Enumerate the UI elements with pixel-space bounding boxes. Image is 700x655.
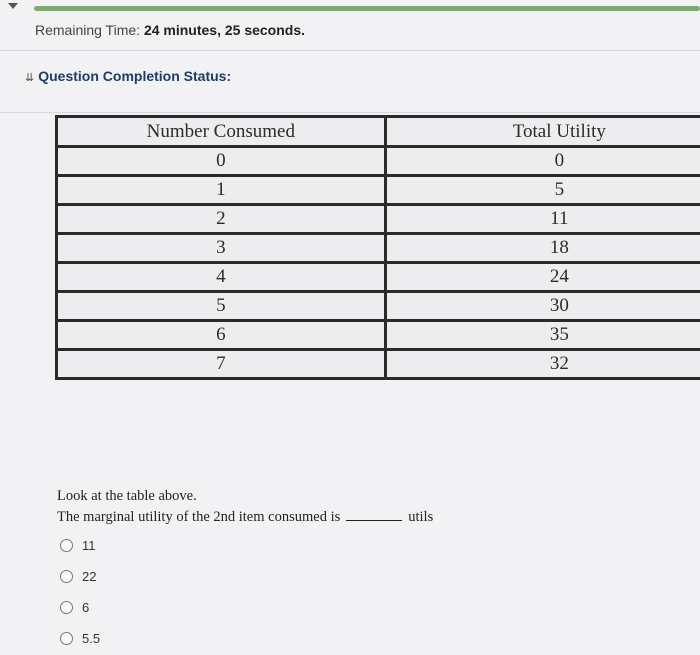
table-row bbox=[57, 292, 700, 321]
cell-total-utility: 0 bbox=[385, 147, 700, 176]
table-row bbox=[57, 234, 700, 263]
cell-number-consumed: 6 bbox=[57, 321, 386, 350]
table-header-row bbox=[57, 117, 700, 147]
question-unit: utils bbox=[408, 509, 434, 525]
cell-number-consumed: 4 bbox=[57, 263, 386, 292]
header-number-consumed: Number Consumed bbox=[57, 117, 386, 147]
remaining-time-value: 24 minutes, 25 seconds. bbox=[143, 22, 306, 38]
remaining-time bbox=[35, 22, 305, 38]
cell-total-utility: 5 bbox=[385, 176, 700, 205]
answer-option-2[interactable] bbox=[60, 569, 96, 584]
table-row bbox=[57, 205, 700, 234]
completion-status-toggle[interactable] bbox=[25, 68, 231, 84]
question-line-2 bbox=[57, 507, 433, 528]
collapse-arrow-icon[interactable] bbox=[8, 3, 18, 9]
radio-button[interactable] bbox=[60, 539, 73, 552]
progress-bar bbox=[34, 6, 700, 11]
table-row bbox=[57, 321, 700, 350]
cell-number-consumed: 2 bbox=[57, 205, 386, 234]
question-prompt: The marginal utility of the 2nd item consumed is bbox=[57, 509, 341, 525]
utility-table bbox=[55, 115, 700, 380]
cell-total-utility: 35 bbox=[385, 321, 700, 350]
completion-status-label: Question Completion Status: bbox=[38, 68, 232, 84]
table-row bbox=[57, 176, 700, 205]
answer-blank bbox=[346, 507, 402, 521]
answer-option-label: 22 bbox=[82, 569, 97, 584]
radio-button[interactable] bbox=[60, 601, 73, 614]
cell-number-consumed: 3 bbox=[57, 234, 386, 263]
cell-number-consumed: 1 bbox=[57, 176, 386, 205]
cell-number-consumed: 0 bbox=[57, 147, 386, 176]
table-row bbox=[57, 147, 700, 176]
cell-total-utility: 32 bbox=[385, 350, 700, 379]
chevron-down-icon: ⇊ bbox=[25, 72, 35, 84]
divider bbox=[0, 112, 700, 113]
answer-option-label: 5.5 bbox=[82, 631, 101, 646]
cell-total-utility: 30 bbox=[385, 292, 700, 321]
answer-option-4[interactable] bbox=[60, 631, 100, 646]
question-text bbox=[57, 486, 433, 528]
header-total-utility: Total Utility bbox=[385, 117, 700, 147]
answer-option-3[interactable] bbox=[60, 600, 89, 615]
remaining-time-label: Remaining Time: bbox=[35, 22, 141, 38]
table-row bbox=[57, 263, 700, 292]
cell-number-consumed: 7 bbox=[57, 350, 386, 379]
cell-number-consumed: 5 bbox=[57, 292, 386, 321]
cell-total-utility: 18 bbox=[385, 234, 700, 263]
answer-option-1[interactable] bbox=[60, 538, 96, 553]
cell-total-utility: 11 bbox=[385, 205, 700, 234]
progress-fill bbox=[34, 6, 700, 11]
radio-button[interactable] bbox=[60, 570, 73, 583]
question-line-1: Look at the table above. bbox=[57, 488, 197, 504]
answer-option-label: 11 bbox=[82, 538, 96, 553]
radio-button[interactable] bbox=[60, 632, 73, 645]
divider bbox=[0, 50, 700, 51]
cell-total-utility: 24 bbox=[385, 263, 700, 292]
answer-option-label: 6 bbox=[82, 600, 90, 615]
table-row bbox=[57, 350, 700, 379]
